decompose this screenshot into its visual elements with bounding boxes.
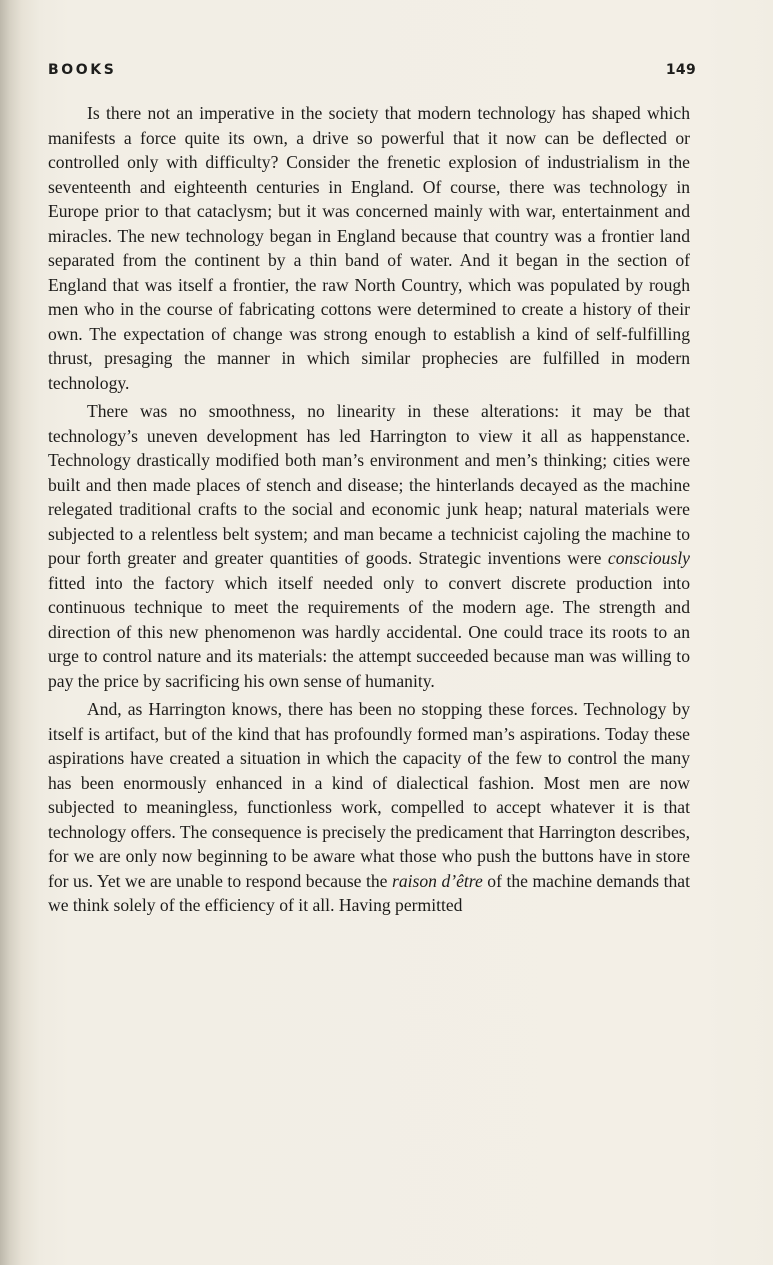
body-text xyxy=(48,101,690,922)
italic-emphasis: raison d’être xyxy=(391,870,483,891)
text-segment: of the machine demands that we think solely of the efficiency of it all. Having permitted xyxy=(48,870,690,915)
text-segment: There was no smoothness, no linearity in these alterations: it may be that technology’s uneven development has led Harrington to view it all as happenstance. Technology drastically modified both man’s environment and men’s thinking; cities were built and then made places of stench and disease; the hinterlands decayed as the machine relegated traditional crafts to the social and economic junk heap; natural materials were subjected to a relentless belt system; and man became a technicist cajoling the machine to pour forth greater and greater quantities of goods. Strategic inventions were xyxy=(48,401,690,568)
page-header xyxy=(48,62,696,82)
text-segment: And, as Harrington knows, there has been no stopping these forces. Technology by itself is artifact, but of the kind that has profoundly formed man’s aspirations. Today these aspirations have created a situation in which the capacity of the few to control the many has been enormously enhanced in a kind of dialectical fashion. Most men are now subjected to meaningless, functionless work, compelled to accept whatever it is that technology offers. The consequence is precisely the predicament that Harrington describes, for we are only now beginning to be aware what those who push the buttons have in store for us. Yet we are unable to respond because the xyxy=(48,699,690,891)
running-head: BOOKS xyxy=(48,62,117,78)
paragraph xyxy=(48,101,690,395)
page-number: 149 xyxy=(665,62,696,78)
text-segment: fitted into the factory which itself needed only to convert discrete production into continuous technique to meet the requirements of the modern age. The strength and direction of this new phenomenon was hardly accidental. One could trace its roots to an urge to control nature and its materials: the attempt succeeded because man was willing to pay the price by sacrificing his own sense of humanity. xyxy=(48,572,690,691)
paragraph xyxy=(48,399,690,693)
paragraph xyxy=(48,697,690,918)
text-segment: Is there not an imperative in the society that modern technology has shaped which manifests a force quite its own, a drive so powerful that it now can be deflected or controlled only with difficulty? Consider the frenetic explosion of industrialism in the seventeenth and eighteenth centuries in England. Of course, there was technology in Europe prior to that cataclysm; but it was concerned mainly with war, entertainment and miracles. The new technology began in England because that country was a frontier land separated from the continent by a thin band of water. And it began in the section of England that was itself a frontier, the raw North Country, which was populated by rough men who in the course of fabricating cottons were determined to create a history of their own. The expectation of change was strong enough to establish a kind of self-fulfilling thrust, presaging the manner in which similar prophecies are fulfilled in modern technology. xyxy=(48,103,690,393)
italic-emphasis: consciously xyxy=(607,548,690,568)
